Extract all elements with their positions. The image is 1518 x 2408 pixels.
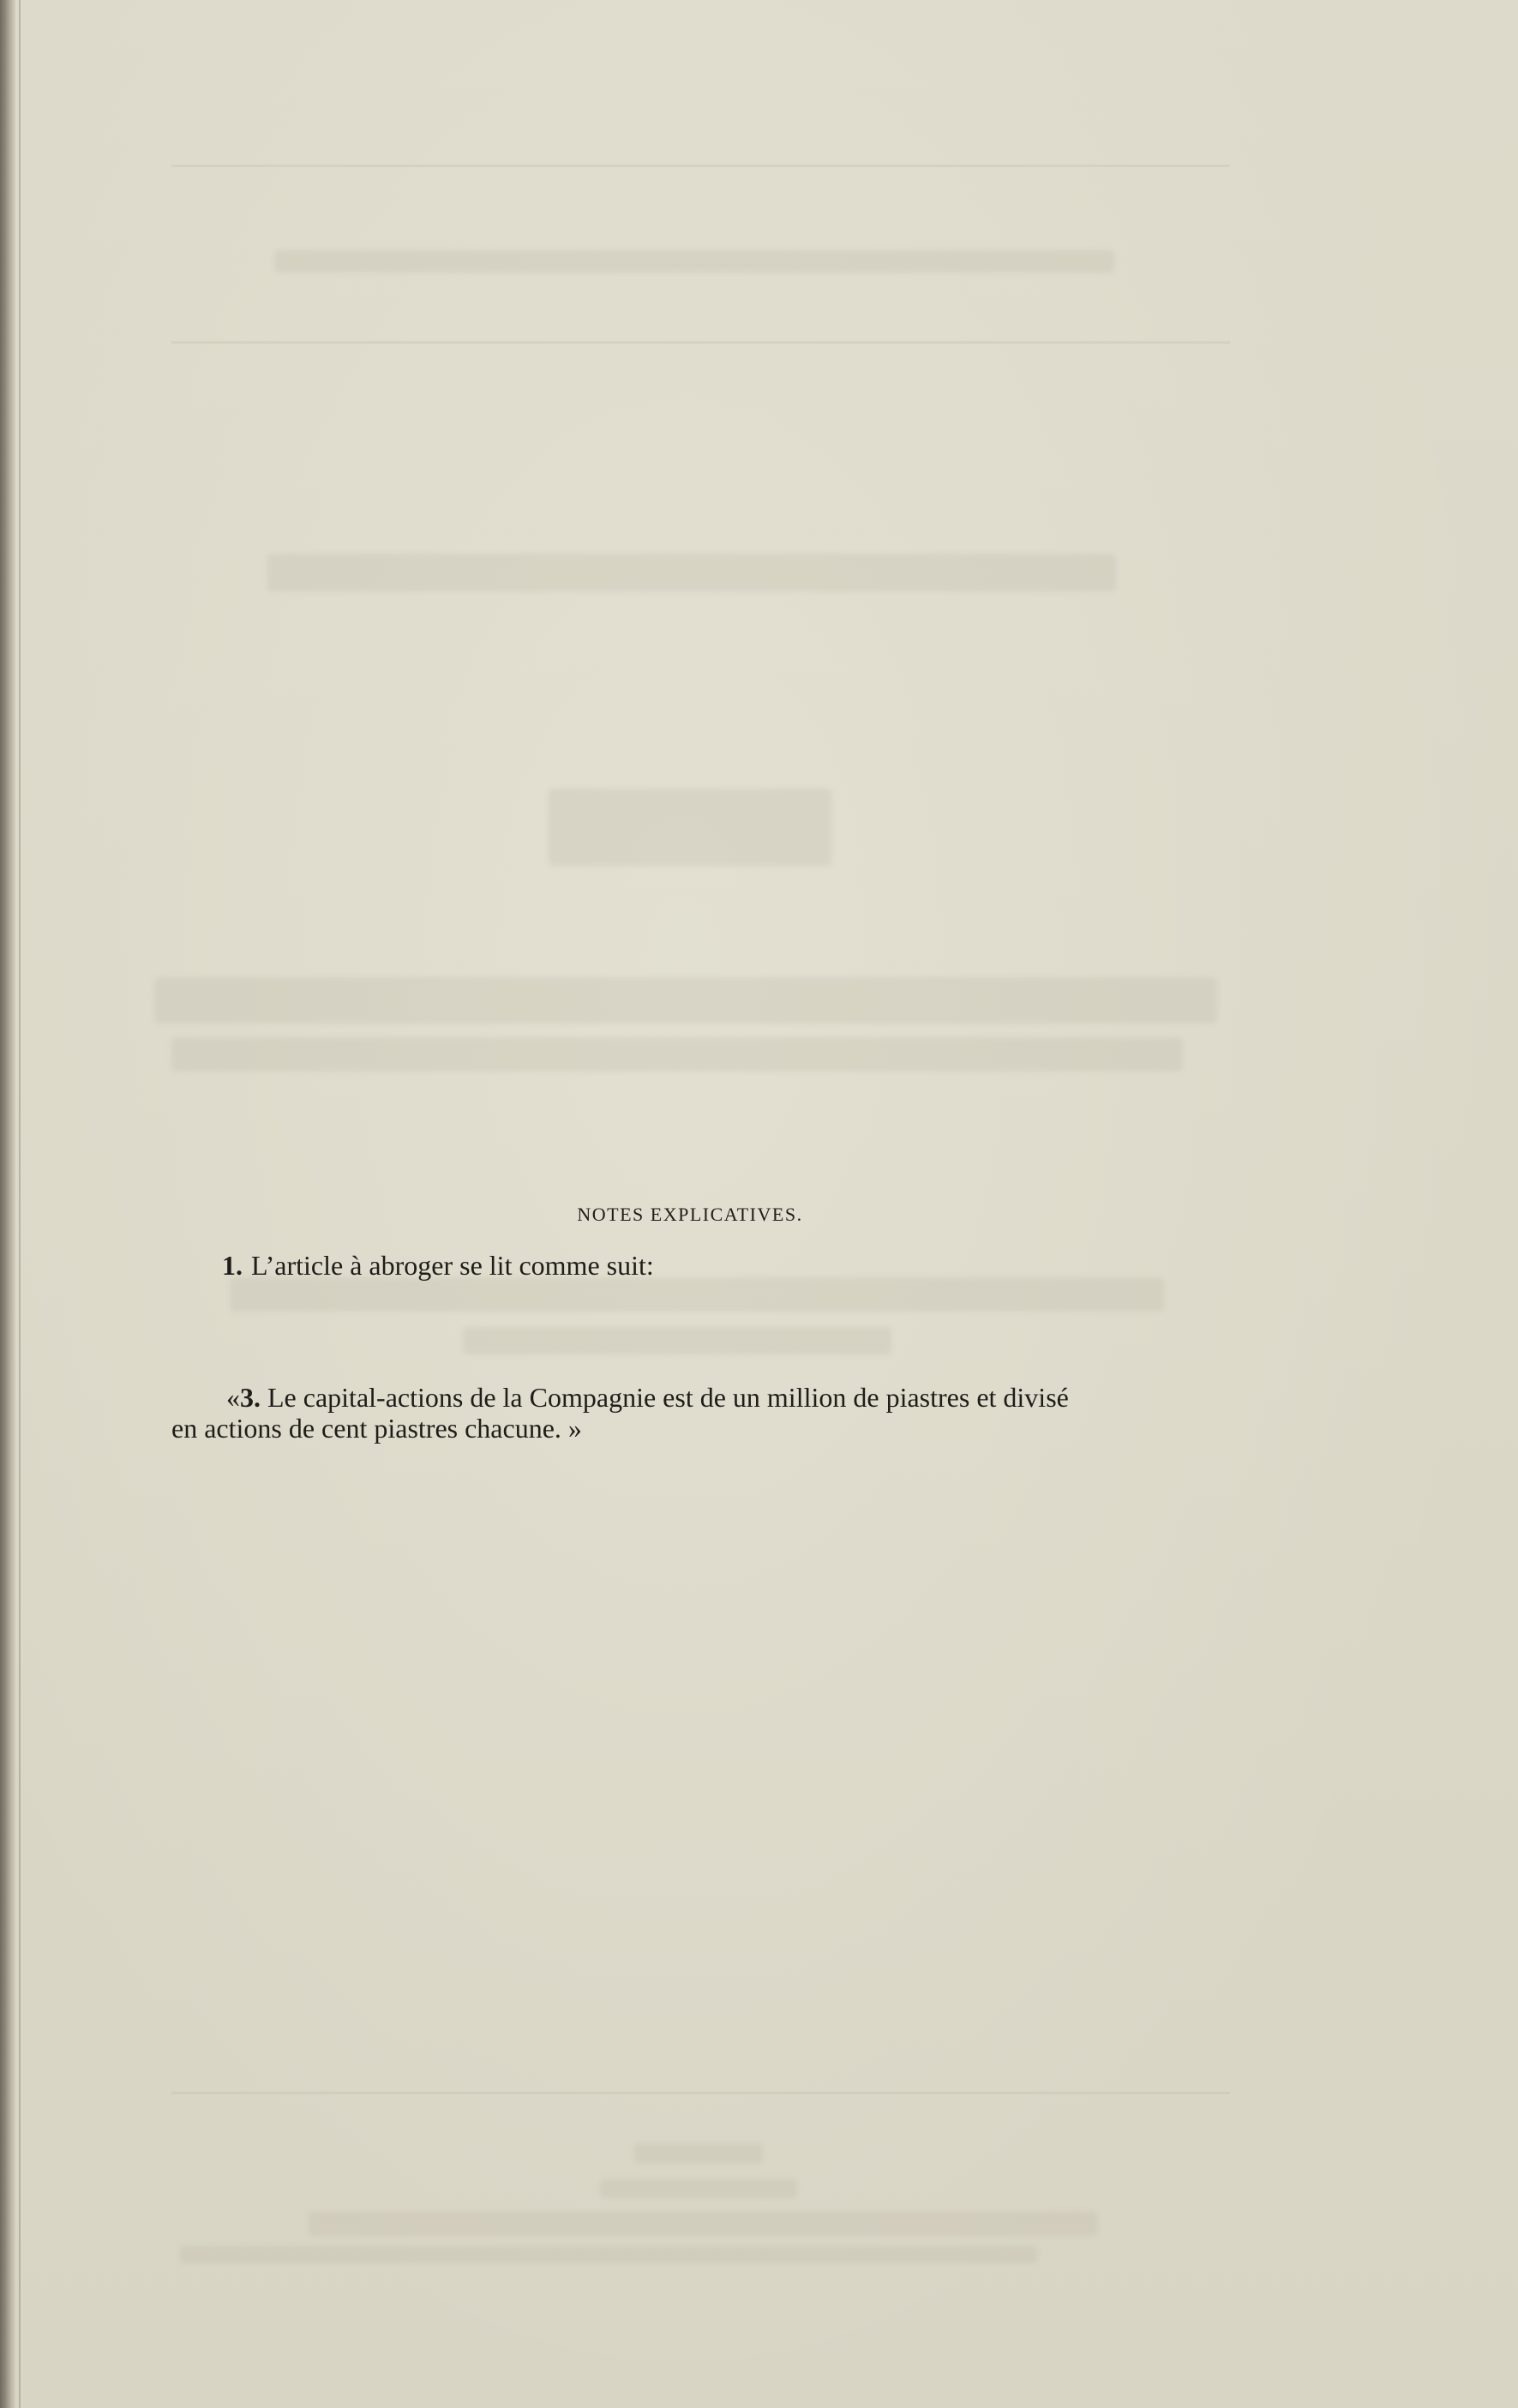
note-item-text: L’article à abroger se lit comme suit: bbox=[251, 1250, 654, 1281]
note-item-number: 1. bbox=[222, 1250, 243, 1281]
quoted-article-number: 3. bbox=[240, 1382, 261, 1413]
bleed-through-text bbox=[171, 1037, 1183, 1072]
bleed-through-rule bbox=[171, 165, 1230, 167]
bleed-through-text bbox=[549, 789, 831, 866]
bleed-through-text bbox=[463, 1327, 891, 1354]
bleed-through-rule bbox=[171, 2092, 1230, 2094]
quoted-article-text-line2: en actions de cent piastres chacune. » bbox=[171, 1413, 582, 1444]
bleed-through-text bbox=[230, 1277, 1164, 1312]
bleed-through-text bbox=[634, 2143, 763, 2164]
notes-heading: NOTES EXPLICATIVES. bbox=[577, 1204, 803, 1225]
quote-open-mark: « bbox=[226, 1382, 240, 1413]
quoted-article bbox=[171, 1382, 1251, 1444]
bleed-through-text bbox=[180, 2246, 1037, 2263]
quoted-article-first-line bbox=[171, 1382, 1251, 1413]
bleed-through-text bbox=[309, 2212, 1097, 2236]
bleed-through-text bbox=[267, 554, 1116, 591]
bleed-through-rule bbox=[171, 341, 1230, 344]
bleed-through-text bbox=[154, 977, 1217, 1024]
quoted-article-text-line1: Le capital-actions de la Compagnie est de un million de piastres et divisé bbox=[261, 1382, 1069, 1413]
bleed-through-text bbox=[600, 2179, 797, 2198]
bleed-through-text bbox=[274, 250, 1114, 273]
note-item bbox=[222, 1250, 654, 1282]
